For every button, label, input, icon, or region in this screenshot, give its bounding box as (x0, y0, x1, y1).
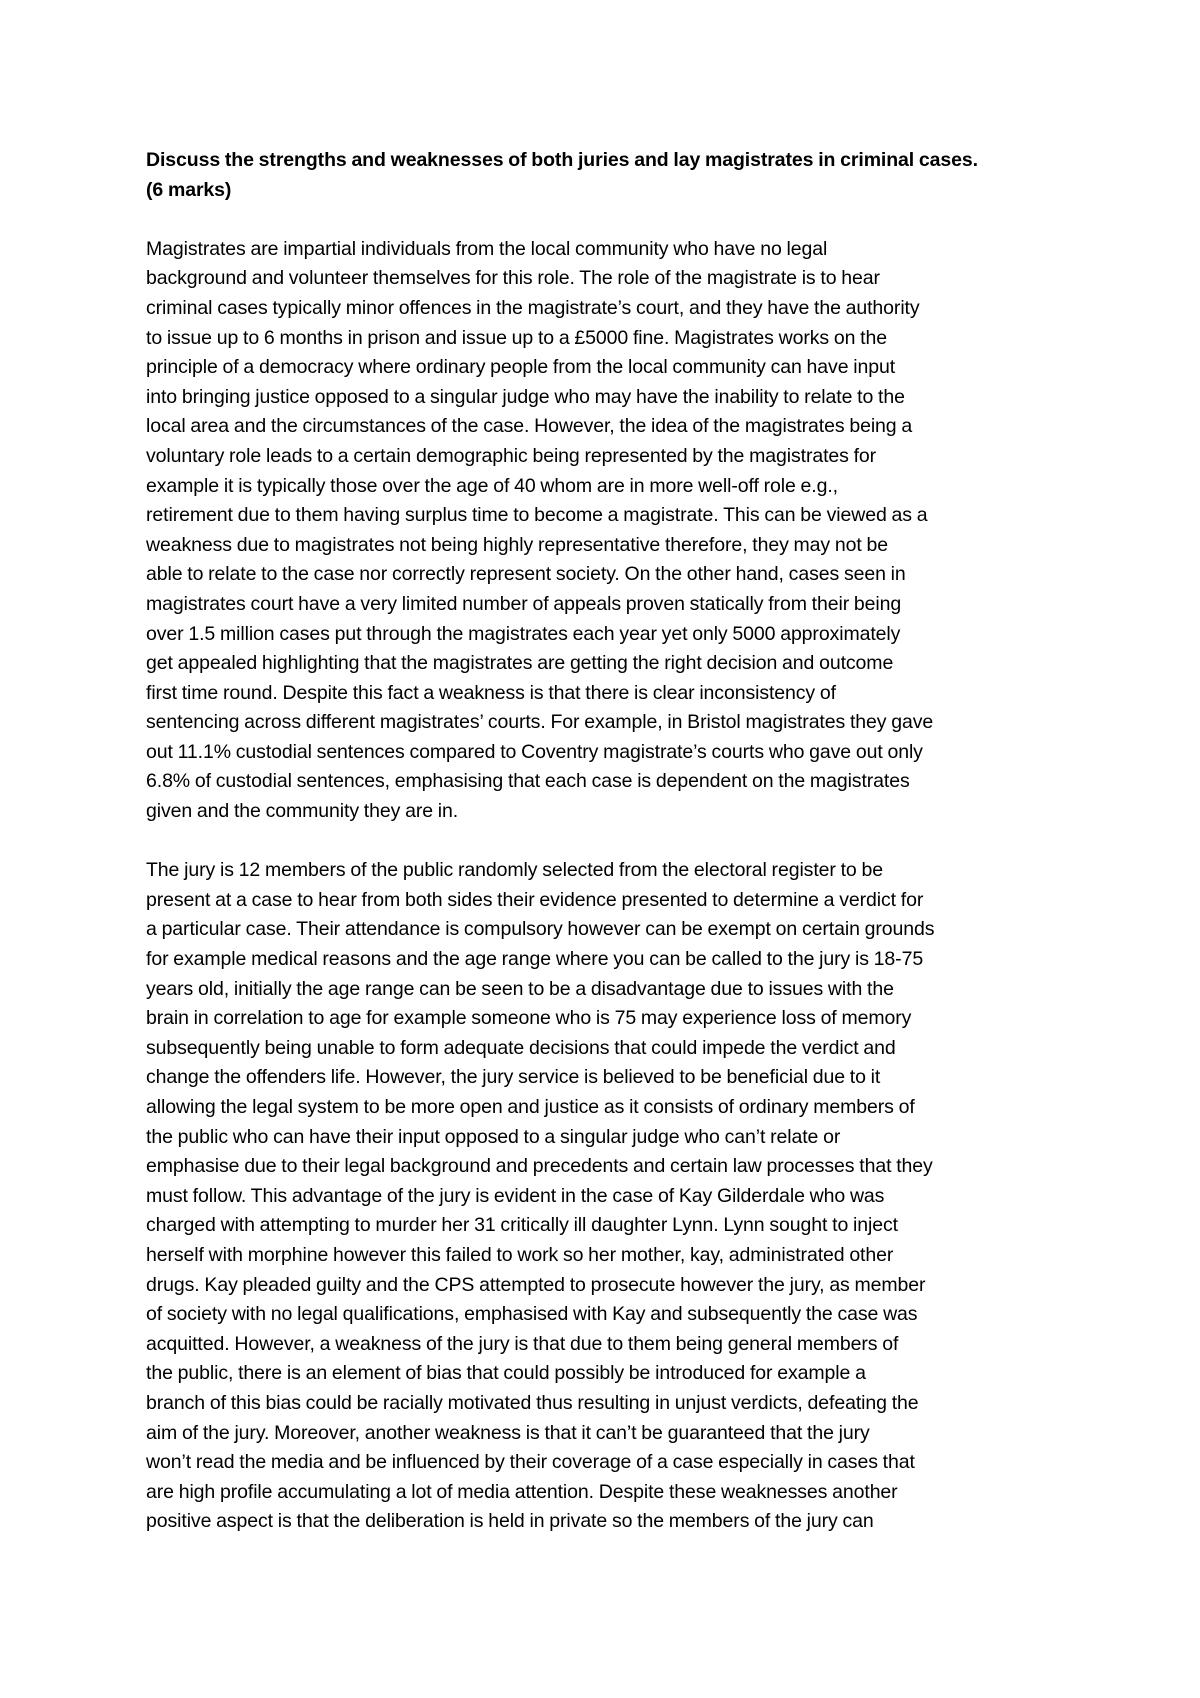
paragraph-spacer (146, 827, 1076, 857)
question-title: Discuss the strengths and weaknesses of both juries and lay magistrates in criminal cases. (6 marks) (146, 149, 978, 201)
document-body (146, 146, 1076, 1537)
jury-paragraph: The jury is 12 members of the public randomly selected from the electoral register to be present at a case to hear from both sides their evidence presented to determine a verdict for a particular case. Their attendance is compulsory however can be exempt on certain grounds for example medical reasons and the age range where you can be called to the jury is 18-75 years old, initially the age range can be seen to be a disadvantage due to issues with the brain in correlation to age for example someone who is 75 may experience loss of memory subsequently being unable to form adequate decisions that could impede the verdict and change the offenders life. However, the jury service is believed to be beneficial due to it allowing the legal system to be more open and justice as it consists of ordinary members of the public who can have their input opposed to a singular judge who can’t relate or emphasise due to their legal background and precedents and certain law processes that they must follow. This advantage of the jury is evident in the case of Kay Gilderdale who was charged with attempting to murder her 31 critically ill daughter Lynn. Lynn sought to inject herself with morphine however this failed to work so her mother, kay, administrated other drugs. Kay pleaded guilty and the CPS attempted to prosecute however the jury, as member of society with no legal qualifications, emphasised with Kay and subsequently the case was acquitted. However, a weakness of the jury is that due to them being general members of the public, there is an element of bias that could possibly be introduced for example a branch of this bias could be racially motivated thus resulting in unjust verdicts, defeating the aim of the jury. Moreover, another weakness is that it can’t be guaranteed that the jury won’t read the media and be influenced by their coverage of a case especially in cases that are high profile accumulating a lot of media attention. Despite these weaknesses another positive aspect is that the deliberation is held in private so the members of the jury can (146, 859, 935, 1533)
paragraph-spacer (146, 205, 1076, 235)
magistrates-paragraph: Magistrates are impartial individuals from the local community who have no legal background and volunteer themselves for this role. The role of the magistrate is to hear criminal cases typically minor offences in the magistrate’s court, and they have the authority to issue up to 6 months in prison and issue up to a £5000 fine. Magistrates works on the principle of a democracy where ordinary people from the local community can have input into bringing justice opposed to a singular judge who may have the inability to relate to the local area and the circumstances of the case. However, the idea of the magistrates being a voluntary role leads to a certain demographic being represented by the magistrates for example it is typically those over the age of 40 whom are in more well-off role e.g., retirement due to them having surplus time to become a magistrate. This can be viewed as a weakness due to magistrates not being highly representative therefore, they may not be able to relate to the case nor correctly represent society. On the other hand, cases seen in magistrates court have a very limited number of appeals proven statically from their being over 1.5 million cases put through the magistrates each year yet only 5000 approximately get appealed highlighting that the magistrates are getting the right decision and outcome first time round. Despite this fact a weakness is that there is clear inconsistency of sentencing across different magistrates’ courts. For example, in Bristol magistrates they gave out 11.1% custodial sentences compared to Coventry magistrate’s courts who gave out only 6.8% of custodial sentences, emphasising that each case is dependent on the magistrates given and the community they are in. (146, 237, 934, 823)
